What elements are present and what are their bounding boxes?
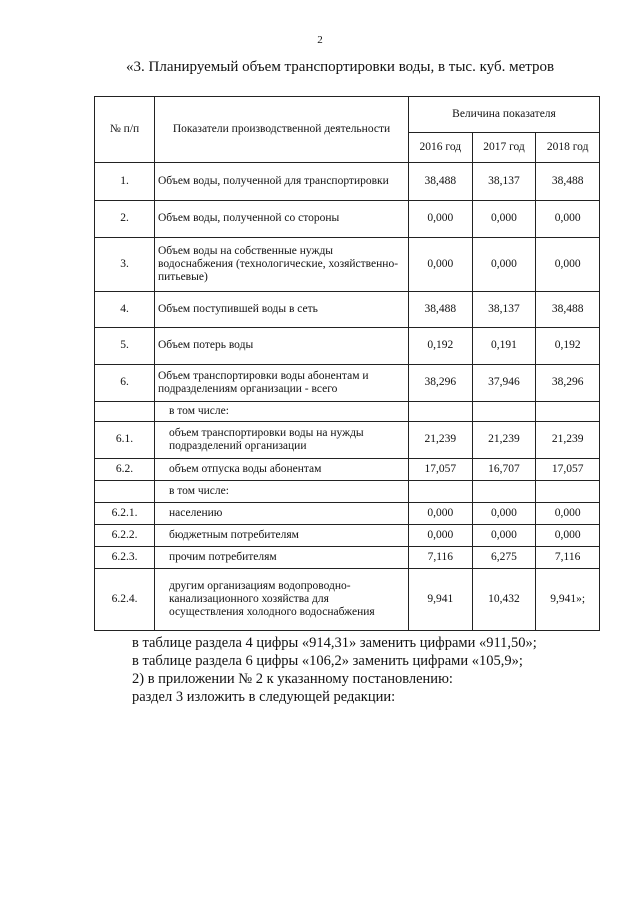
row-name: Объем воды на собственные нужды водоснабжения (технологические, хозяйственно-питьевые) bbox=[155, 238, 409, 292]
row-value: 21,239 bbox=[409, 422, 473, 459]
table-row bbox=[95, 402, 600, 422]
row-value: 21,239 bbox=[472, 422, 536, 459]
row-name: Объем потерь воды bbox=[155, 328, 409, 365]
amendment-line: в таблице раздела 6 цифры «106,2» заменить цифрами «105,9»; bbox=[132, 653, 523, 669]
row-name: прочим потребителям bbox=[155, 547, 409, 569]
table-row bbox=[95, 163, 600, 201]
row-value: 0,000 bbox=[409, 503, 473, 525]
row-num bbox=[95, 481, 155, 503]
table-row bbox=[95, 525, 600, 547]
header-indicator: Показатели производственной деятельности bbox=[155, 97, 409, 163]
row-name: объем транспортировки воды на нужды подразделений организации bbox=[155, 422, 409, 459]
header-value: Величина показателя bbox=[409, 97, 600, 133]
section-heading: «3. Планируемый объем транспортировки воды, в тыс. куб. метров bbox=[126, 59, 555, 75]
row-value: 0,000 bbox=[536, 525, 600, 547]
row-name: Объем воды, полученной со стороны bbox=[155, 201, 409, 238]
table-row bbox=[95, 422, 600, 459]
amendment-line: в таблице раздела 4 цифры «914,31» заменить цифрами «911,50»; bbox=[132, 635, 537, 651]
row-value: 38,137 bbox=[472, 163, 536, 201]
row-value: 38,296 bbox=[536, 365, 600, 402]
row-name: Объем воды, полученной для транспортировки bbox=[155, 163, 409, 201]
row-num: 6.2.1. bbox=[95, 503, 155, 525]
row-value: 0,000 bbox=[409, 525, 473, 547]
table-row bbox=[95, 238, 600, 292]
row-value: 9,941 bbox=[409, 569, 473, 631]
header-num: № п/п bbox=[95, 97, 155, 163]
row-num: 6.2.2. bbox=[95, 525, 155, 547]
row-value: 0,000 bbox=[536, 503, 600, 525]
row-value: 17,057 bbox=[409, 459, 473, 481]
row-value: 0,000 bbox=[472, 525, 536, 547]
row-value bbox=[472, 481, 536, 503]
header-year: 2016 год bbox=[409, 133, 473, 163]
row-value: 9,941»; bbox=[536, 569, 600, 631]
row-num: 3. bbox=[95, 238, 155, 292]
row-value: 6,275 bbox=[472, 547, 536, 569]
amendment-line: 2) в приложении № 2 к указанному постановлению: bbox=[132, 671, 453, 687]
row-num: 1. bbox=[95, 163, 155, 201]
amendment-text bbox=[132, 634, 537, 706]
row-value: 38,488 bbox=[536, 292, 600, 328]
table-row bbox=[95, 328, 600, 365]
row-value: 37,946 bbox=[472, 365, 536, 402]
row-value: 0,000 bbox=[472, 201, 536, 238]
row-name: другим организациям водопроводно-канализационного хозяйства для осуществления холодного водоснабжения bbox=[155, 569, 409, 631]
table-row bbox=[95, 292, 600, 328]
row-num: 6. bbox=[95, 365, 155, 402]
table-row bbox=[95, 365, 600, 402]
row-value: 0,000 bbox=[409, 238, 473, 292]
row-value: 0,000 bbox=[536, 238, 600, 292]
row-value: 38,296 bbox=[409, 365, 473, 402]
table-row bbox=[95, 201, 600, 238]
row-value: 0,000 bbox=[409, 201, 473, 238]
table-row bbox=[95, 503, 600, 525]
table-row bbox=[95, 569, 600, 631]
row-value: 0,000 bbox=[472, 238, 536, 292]
row-value: 38,488 bbox=[536, 163, 600, 201]
row-num: 5. bbox=[95, 328, 155, 365]
row-name: Объем транспортировки воды абонентам и подразделениям организации - всего bbox=[155, 365, 409, 402]
header-year: 2017 год bbox=[472, 133, 536, 163]
row-value bbox=[536, 402, 600, 422]
header-year: 2018 год bbox=[536, 133, 600, 163]
row-num: 6.2. bbox=[95, 459, 155, 481]
row-value: 7,116 bbox=[409, 547, 473, 569]
row-value: 21,239 bbox=[536, 422, 600, 459]
row-num: 6.2.3. bbox=[95, 547, 155, 569]
row-value bbox=[472, 402, 536, 422]
row-value: 16,707 bbox=[472, 459, 536, 481]
table-row bbox=[95, 459, 600, 481]
row-value bbox=[536, 481, 600, 503]
row-value: 17,057 bbox=[536, 459, 600, 481]
row-value: 0,192 bbox=[536, 328, 600, 365]
row-num: 4. bbox=[95, 292, 155, 328]
row-num bbox=[95, 402, 155, 422]
row-name: бюджетным потребителям bbox=[155, 525, 409, 547]
row-num: 2. bbox=[95, 201, 155, 238]
table-row bbox=[95, 547, 600, 569]
row-value bbox=[409, 481, 473, 503]
row-name: в том числе: bbox=[155, 402, 409, 422]
row-value: 38,137 bbox=[472, 292, 536, 328]
water-transport-table bbox=[94, 96, 600, 631]
amendment-line: раздел 3 изложить в следующей редакции: bbox=[132, 689, 396, 705]
row-value: 0,000 bbox=[536, 201, 600, 238]
row-value: 0,192 bbox=[409, 328, 473, 365]
row-num: 6.1. bbox=[95, 422, 155, 459]
row-name: населению bbox=[155, 503, 409, 525]
page-number: 2 bbox=[317, 34, 323, 46]
table-row bbox=[95, 481, 600, 503]
row-value: 10,432 bbox=[472, 569, 536, 631]
row-num: 6.2.4. bbox=[95, 569, 155, 631]
row-value: 38,488 bbox=[409, 292, 473, 328]
row-value: 38,488 bbox=[409, 163, 473, 201]
row-value: 0,191 bbox=[472, 328, 536, 365]
row-name: Объем поступившей воды в сеть bbox=[155, 292, 409, 328]
row-value: 7,116 bbox=[536, 547, 600, 569]
row-name: в том числе: bbox=[155, 481, 409, 503]
row-value bbox=[409, 402, 473, 422]
row-value: 0,000 bbox=[472, 503, 536, 525]
row-name: объем отпуска воды абонентам bbox=[155, 459, 409, 481]
